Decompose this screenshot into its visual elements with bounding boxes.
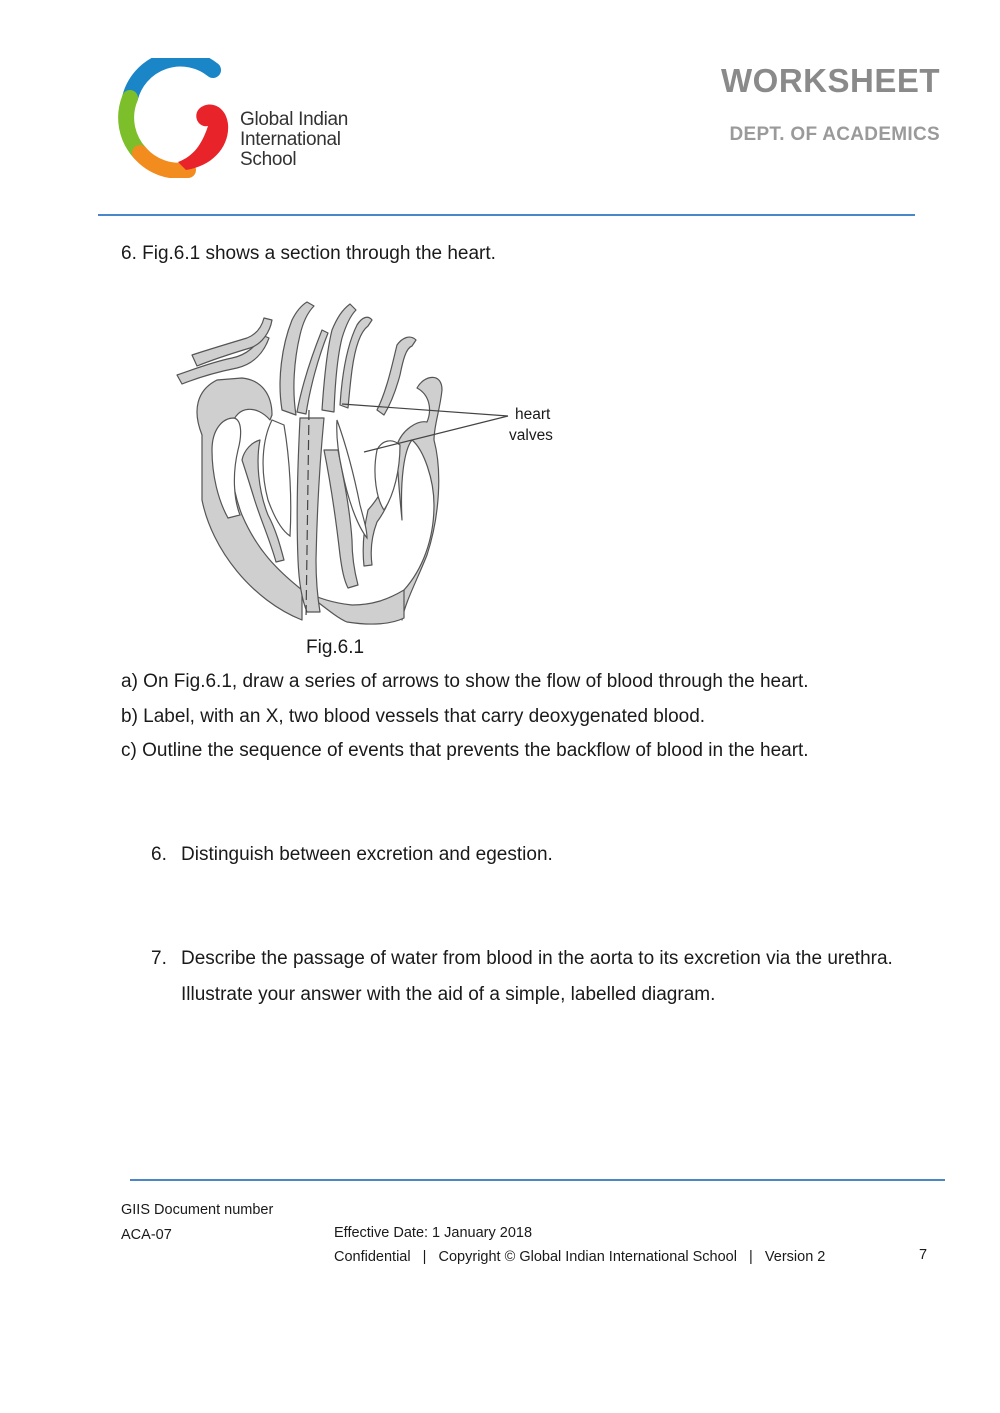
right-atrium-vessel xyxy=(377,337,416,415)
footer-divider xyxy=(130,1179,945,1181)
school-name-line2: International xyxy=(240,129,341,150)
school-name-line3: School xyxy=(240,149,297,170)
question6-part-b: b) Label, with an X, two blood vessels that carry deoxygenated blood. xyxy=(121,706,706,727)
septum xyxy=(297,418,324,612)
question6-part-a: a) On Fig.6.1, draw a series of arrows to show the flow of blood through the heart. xyxy=(121,671,809,692)
question-number: 6. xyxy=(151,844,167,865)
heart-outer-wall-right xyxy=(397,377,442,620)
question6-part-c: c) Outline the sequence of events that prevents the backflow of blood in the heart. xyxy=(121,740,809,761)
heart-section-diagram xyxy=(172,300,572,630)
valve-pointer-upper xyxy=(342,404,508,416)
school-name xyxy=(240,110,348,170)
school-name-line1: Global Indian xyxy=(240,109,349,130)
heart-label-line1: heart xyxy=(515,406,551,423)
page-number: 7 xyxy=(919,1247,928,1263)
question-number: 7. xyxy=(151,948,167,969)
worksheet-title: WORKSHEET xyxy=(721,62,940,99)
school-logo xyxy=(118,58,368,178)
department-label: DEPT. OF ACADEMICS xyxy=(729,124,940,145)
heart-figure xyxy=(172,300,572,630)
header-divider xyxy=(98,214,915,216)
question-text: Describe the passage of water from blood in the aorta to its excretion via the urethra. xyxy=(181,948,893,969)
doc-number-label: GIIS Document number xyxy=(121,1202,274,1218)
doc-number: ACA-07 xyxy=(121,1227,172,1243)
right-atrium xyxy=(375,441,400,510)
school-logo-icon xyxy=(118,58,236,178)
confidential-notice: Confidential | Copyright © Global Indian International School | Version 2 xyxy=(334,1249,826,1265)
question-text: Distinguish between excretion and egestion. xyxy=(181,844,553,865)
heart-label-line2: valves xyxy=(509,427,553,444)
question-text-continued: Illustrate your answer with the aid of a simple, labelled diagram. xyxy=(181,984,716,1005)
effective-date: Effective Date: 1 January 2018 xyxy=(334,1225,533,1241)
question6-intro: 6. Fig.6.1 shows a section through the heart. xyxy=(121,243,496,264)
figure-caption: Fig.6.1 xyxy=(306,637,365,658)
